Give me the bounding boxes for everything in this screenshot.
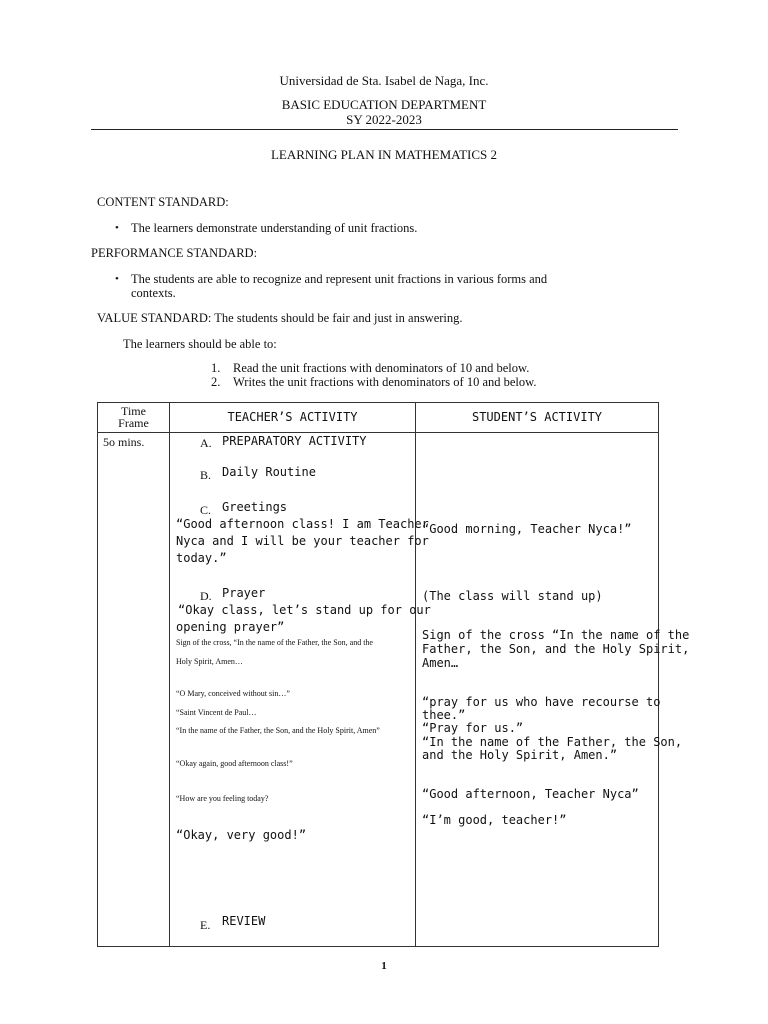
activity-e-title: REVIEW	[222, 914, 266, 928]
page-number: 1	[381, 960, 387, 972]
performance-standard-text-line1: The students are able to recognize and represent unit fractions in various forms and	[131, 272, 548, 286]
university-name: Universidad de Sta. Isabel de Naga, Inc.	[279, 73, 489, 88]
content-standard-label: CONTENT STANDARD:	[97, 195, 229, 209]
performance-standard-text-line2: contexts.	[131, 286, 176, 300]
time-cell	[98, 433, 170, 947]
table-row	[98, 433, 659, 947]
table-header-row	[98, 403, 659, 433]
objective-item-1: Read the unit fractions with denominators of 10 and below.	[233, 361, 530, 375]
time-value: 5o mins.	[103, 435, 145, 449]
student-stand-up: (The class will stand up)	[422, 589, 603, 603]
prayer-vincent: “Saint Vincent de Paul…	[176, 708, 257, 717]
header-student-label: STUDENT’S ACTIVITY	[471, 410, 603, 424]
student-pray-line5: and the Holy Spirit, Amen.”	[422, 748, 618, 762]
header-time-line1: Time	[121, 404, 146, 418]
header-time-frame	[98, 403, 170, 433]
student-cross-line3: Amen…	[422, 656, 459, 670]
sign-of-cross-line1: Sign of the cross, “In the name of the Father, the Son, and the	[176, 638, 373, 647]
activity-d-letter: D.	[200, 589, 212, 603]
student-pray-line4: “In the name of the Father, the Son,	[422, 735, 683, 749]
student-activity-cell	[416, 433, 690, 947]
student-pray-line1: “pray for us who have recourse to	[422, 695, 661, 709]
plan-title: LEARNING PLAN IN MATHEMATICS 2	[270, 147, 498, 162]
student-good-afternoon: “Good afternoon, Teacher Nyca”	[422, 787, 639, 801]
activity-c-letter: C.	[200, 503, 212, 517]
greeting-again: “Okay again, good afternoon class!”	[176, 759, 293, 768]
objectives-intro: The learners should be able to:	[123, 337, 277, 351]
department-name: BASIC EDUCATION DEPARTMENT	[281, 97, 487, 112]
student-im-good: “I’m good, teacher!”	[422, 813, 567, 827]
bullet-icon: •	[115, 222, 119, 234]
header-time-line2: Frame	[118, 416, 149, 430]
header-teacher-activity	[170, 403, 416, 433]
sign-of-cross-line2: Holy Spirit, Amen…	[176, 657, 243, 666]
student-good-morning: “Good morning, Teacher Nyca!”	[422, 522, 632, 536]
activity-c-title: Greetings	[222, 500, 288, 514]
objective-item-2: Writes the unit fractions with denominators of 10 and below.	[233, 375, 537, 389]
header-teacher-label: TEACHER’S ACTIVITY	[227, 410, 358, 424]
student-pray-line2: thee.”	[422, 708, 466, 722]
activity-e-letter: E.	[200, 918, 211, 932]
question-feeling: “How are you feeling today?	[176, 794, 269, 803]
prayer-in-the-name: “In the name of the Father, the Son, and the Holy Spirit, Amen”	[176, 726, 380, 735]
value-standard: VALUE STANDARD: The students should be fair and just in answering.	[97, 311, 463, 325]
prayer-line1: “Okay class, let’s stand up for our	[178, 603, 431, 617]
activity-a-letter: A.	[200, 436, 212, 450]
teacher-activity-cell	[170, 433, 431, 947]
greeting-line2: Nyca and I will be your teacher for	[176, 534, 429, 548]
bullet-icon: •	[115, 273, 119, 285]
activity-d-title: Prayer	[222, 586, 266, 600]
header-divider	[91, 129, 678, 130]
objective-number-1: 1.	[211, 361, 221, 375]
student-cross-line2: Father, the Son, and the Holy Spirit,	[422, 642, 690, 656]
greeting-line3: today.”	[176, 551, 227, 565]
header-student-activity	[416, 403, 659, 433]
performance-standard-label: PERFORMANCE STANDARD:	[91, 246, 258, 260]
student-pray-line3: “Pray for us.”	[422, 721, 524, 735]
school-year: SY 2022-2023	[346, 112, 422, 127]
learning-plan-table	[97, 402, 690, 947]
objective-number-2: 2.	[211, 375, 221, 389]
activity-b-letter: B.	[200, 468, 212, 482]
activity-a-title: PREPARATORY ACTIVITY	[222, 434, 367, 448]
prayer-mary: “O Mary, conceived without sin…”	[176, 689, 290, 698]
prayer-line2: opening prayer”	[176, 620, 285, 634]
greeting-line1: “Good afternoon class! I am Teacher	[176, 517, 429, 531]
response-very-good: “Okay, very good!”	[176, 828, 307, 842]
activity-b-title: Daily Routine	[222, 465, 316, 479]
content-standard-text: The learners demonstrate understanding of unit fractions.	[131, 221, 418, 235]
student-cross-line1: Sign of the cross “In the name of the	[422, 628, 690, 642]
